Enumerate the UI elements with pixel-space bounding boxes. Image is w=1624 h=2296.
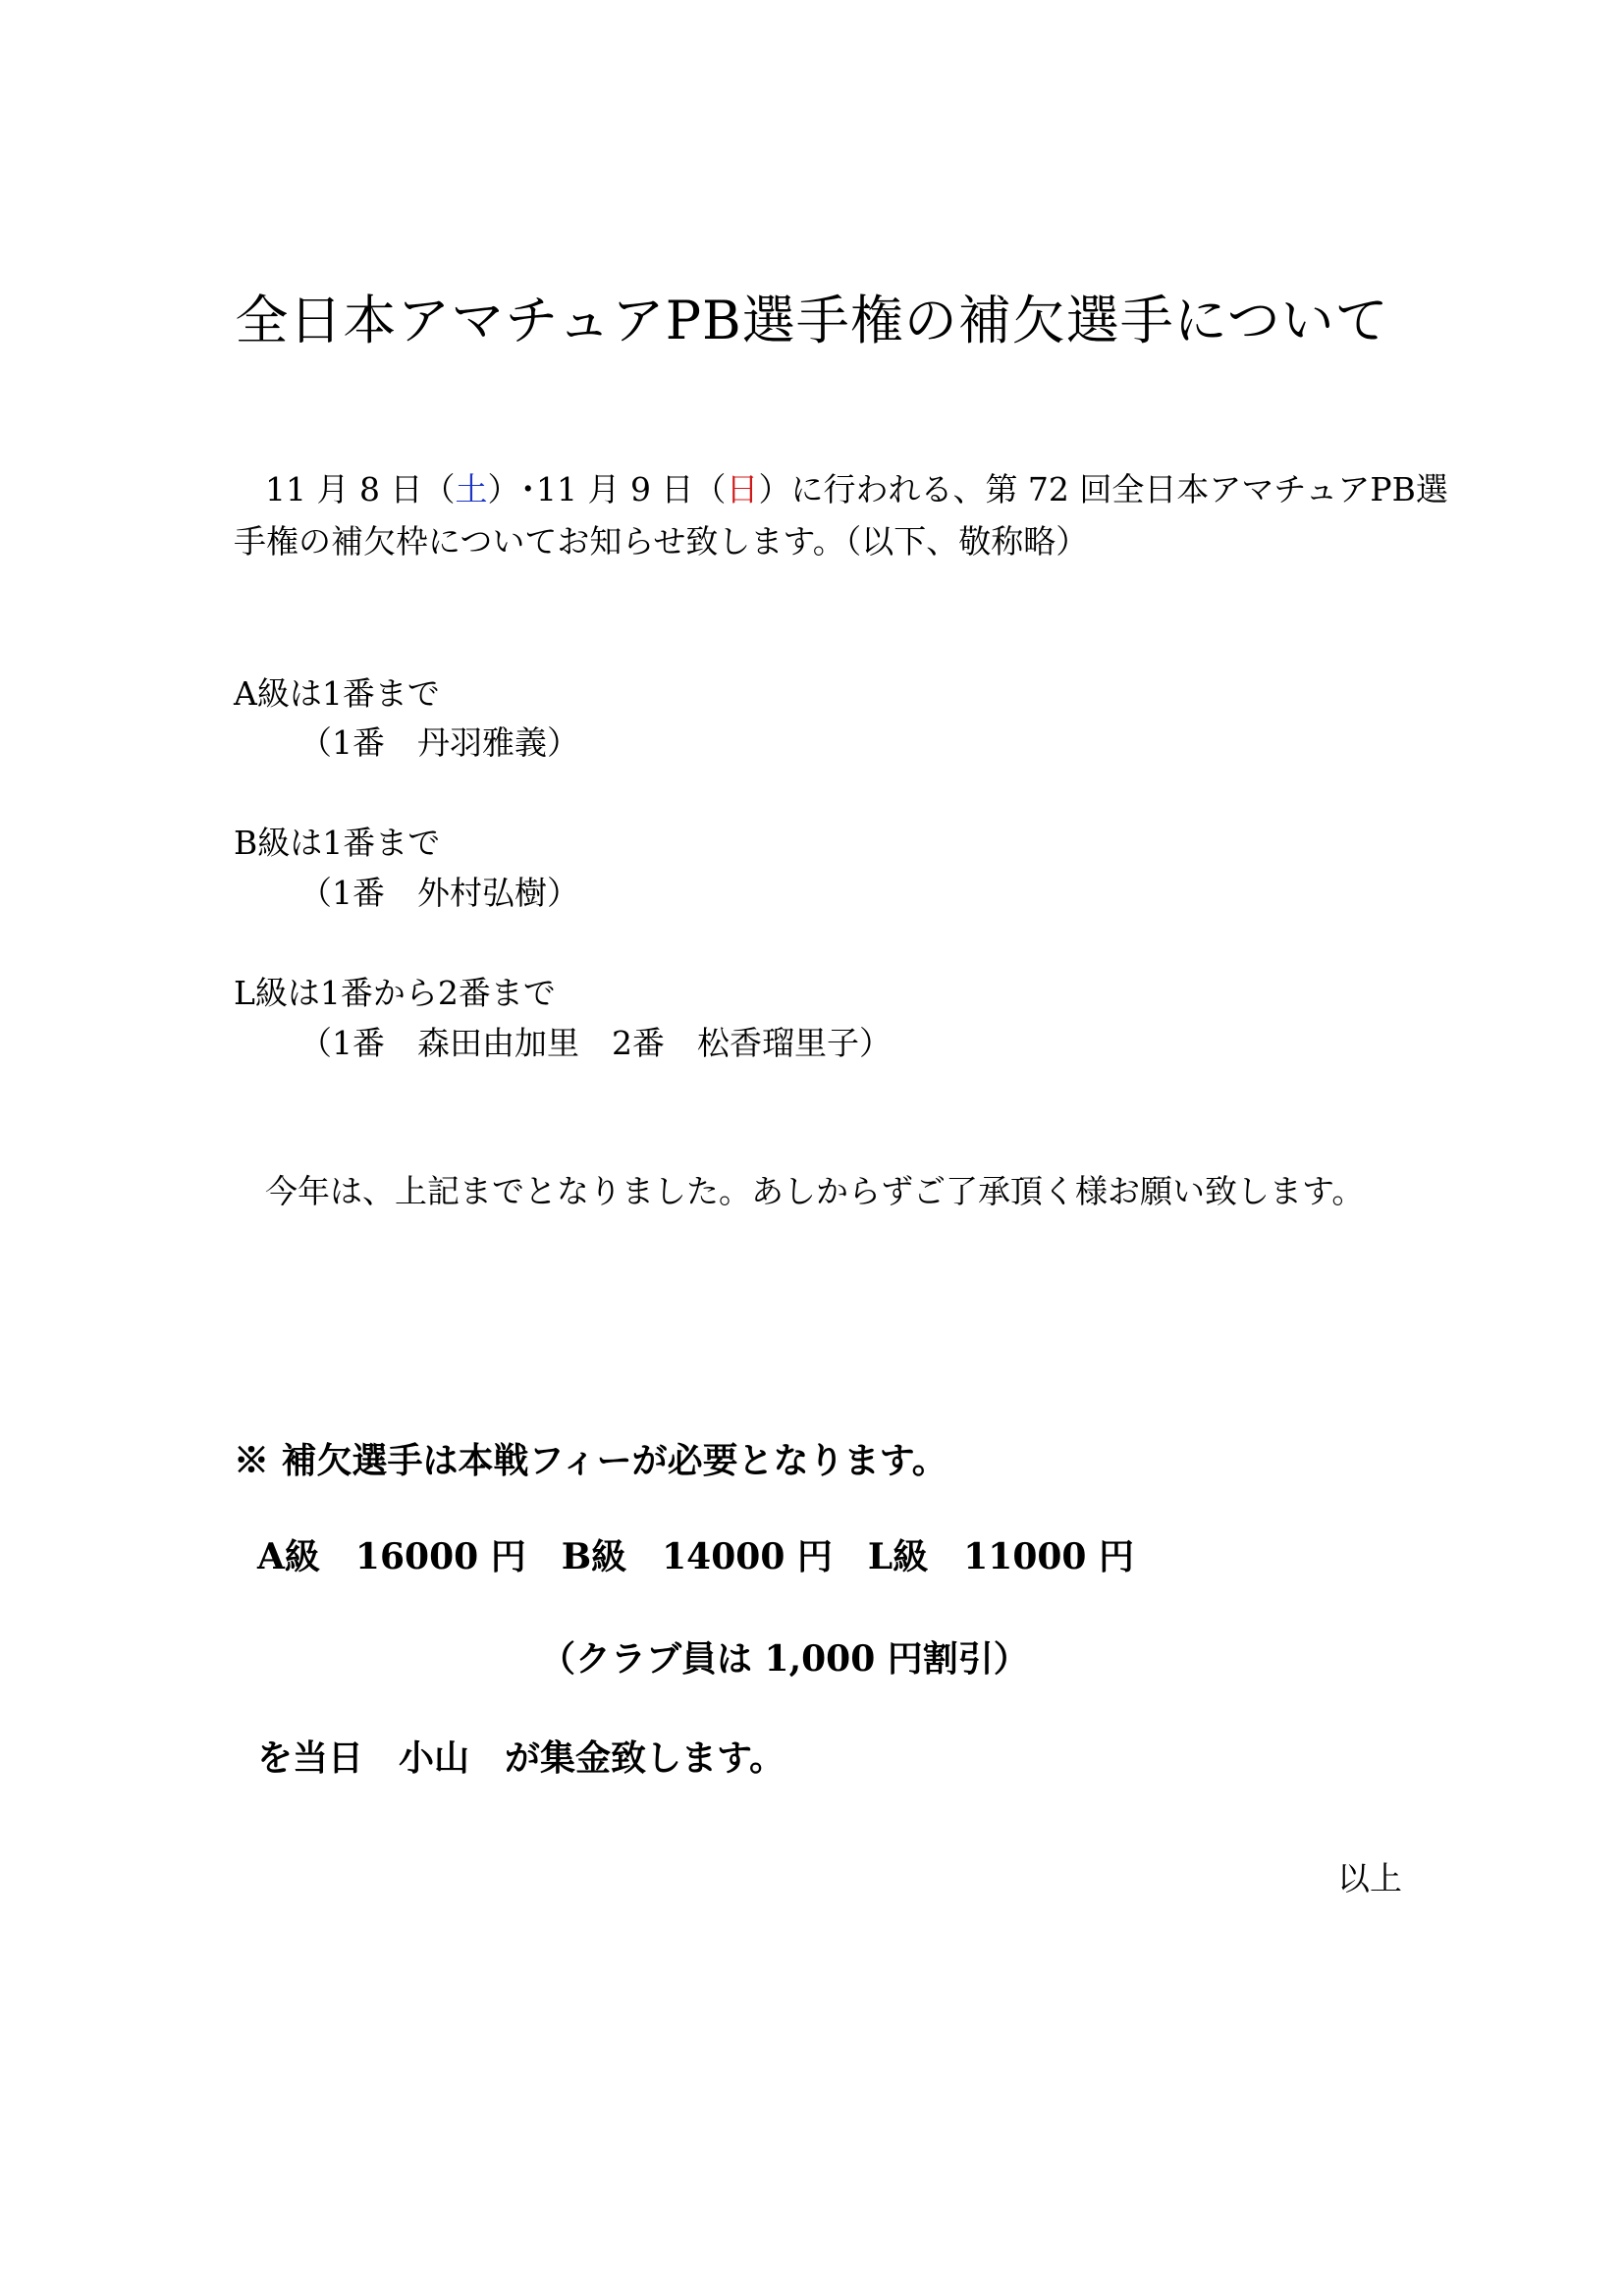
closing-message: 今年は、上記までとなりました。あしからずご了承頂く様お願い致します。 xyxy=(265,1172,1365,1210)
fee-amounts: A級 16000 円 B級 14000 円 L級 11000 円 xyxy=(257,1536,1135,1577)
fee-note-heading: ※ 補欠選手は本戦フィーが必要となります。 xyxy=(234,1440,947,1481)
intro-date-text-3: ）に行われる、第 72 回全日本アマチュアPB選 xyxy=(758,470,1448,508)
intro-date-text-1: 11 月 8 日（ xyxy=(265,470,456,508)
class-a-detail: （1番 丹羽雅義） xyxy=(299,723,579,762)
signoff: 以上 xyxy=(1337,1859,1402,1897)
class-b-heading: B級は1番まで xyxy=(234,824,441,862)
sunday-label: 日 xyxy=(726,470,759,508)
intro-line-2: 手権の補欠枠についてお知らせ致します。（以下、敬称略） xyxy=(234,522,1089,561)
class-b-detail: （1番 外村弘樹） xyxy=(299,874,579,912)
class-a-heading: A級は1番まで xyxy=(234,674,440,713)
document-title: 全日本アマチュアPB選手権の補欠選手について xyxy=(235,290,1389,351)
class-l-heading: L級は1番から2番まで xyxy=(234,974,556,1012)
class-l-detail: （1番 森田由加里 2番 松香瑠里子） xyxy=(299,1024,892,1062)
club-discount: （クラブ員は 1,000 円割引） xyxy=(540,1638,1029,1680)
collection-note: を当日 小山 が集金致します。 xyxy=(257,1737,785,1779)
intro-line-1 xyxy=(265,470,1448,508)
saturday-label: 土 xyxy=(455,470,488,508)
intro-date-text-2: ）･11 月 9 日（ xyxy=(487,470,727,508)
